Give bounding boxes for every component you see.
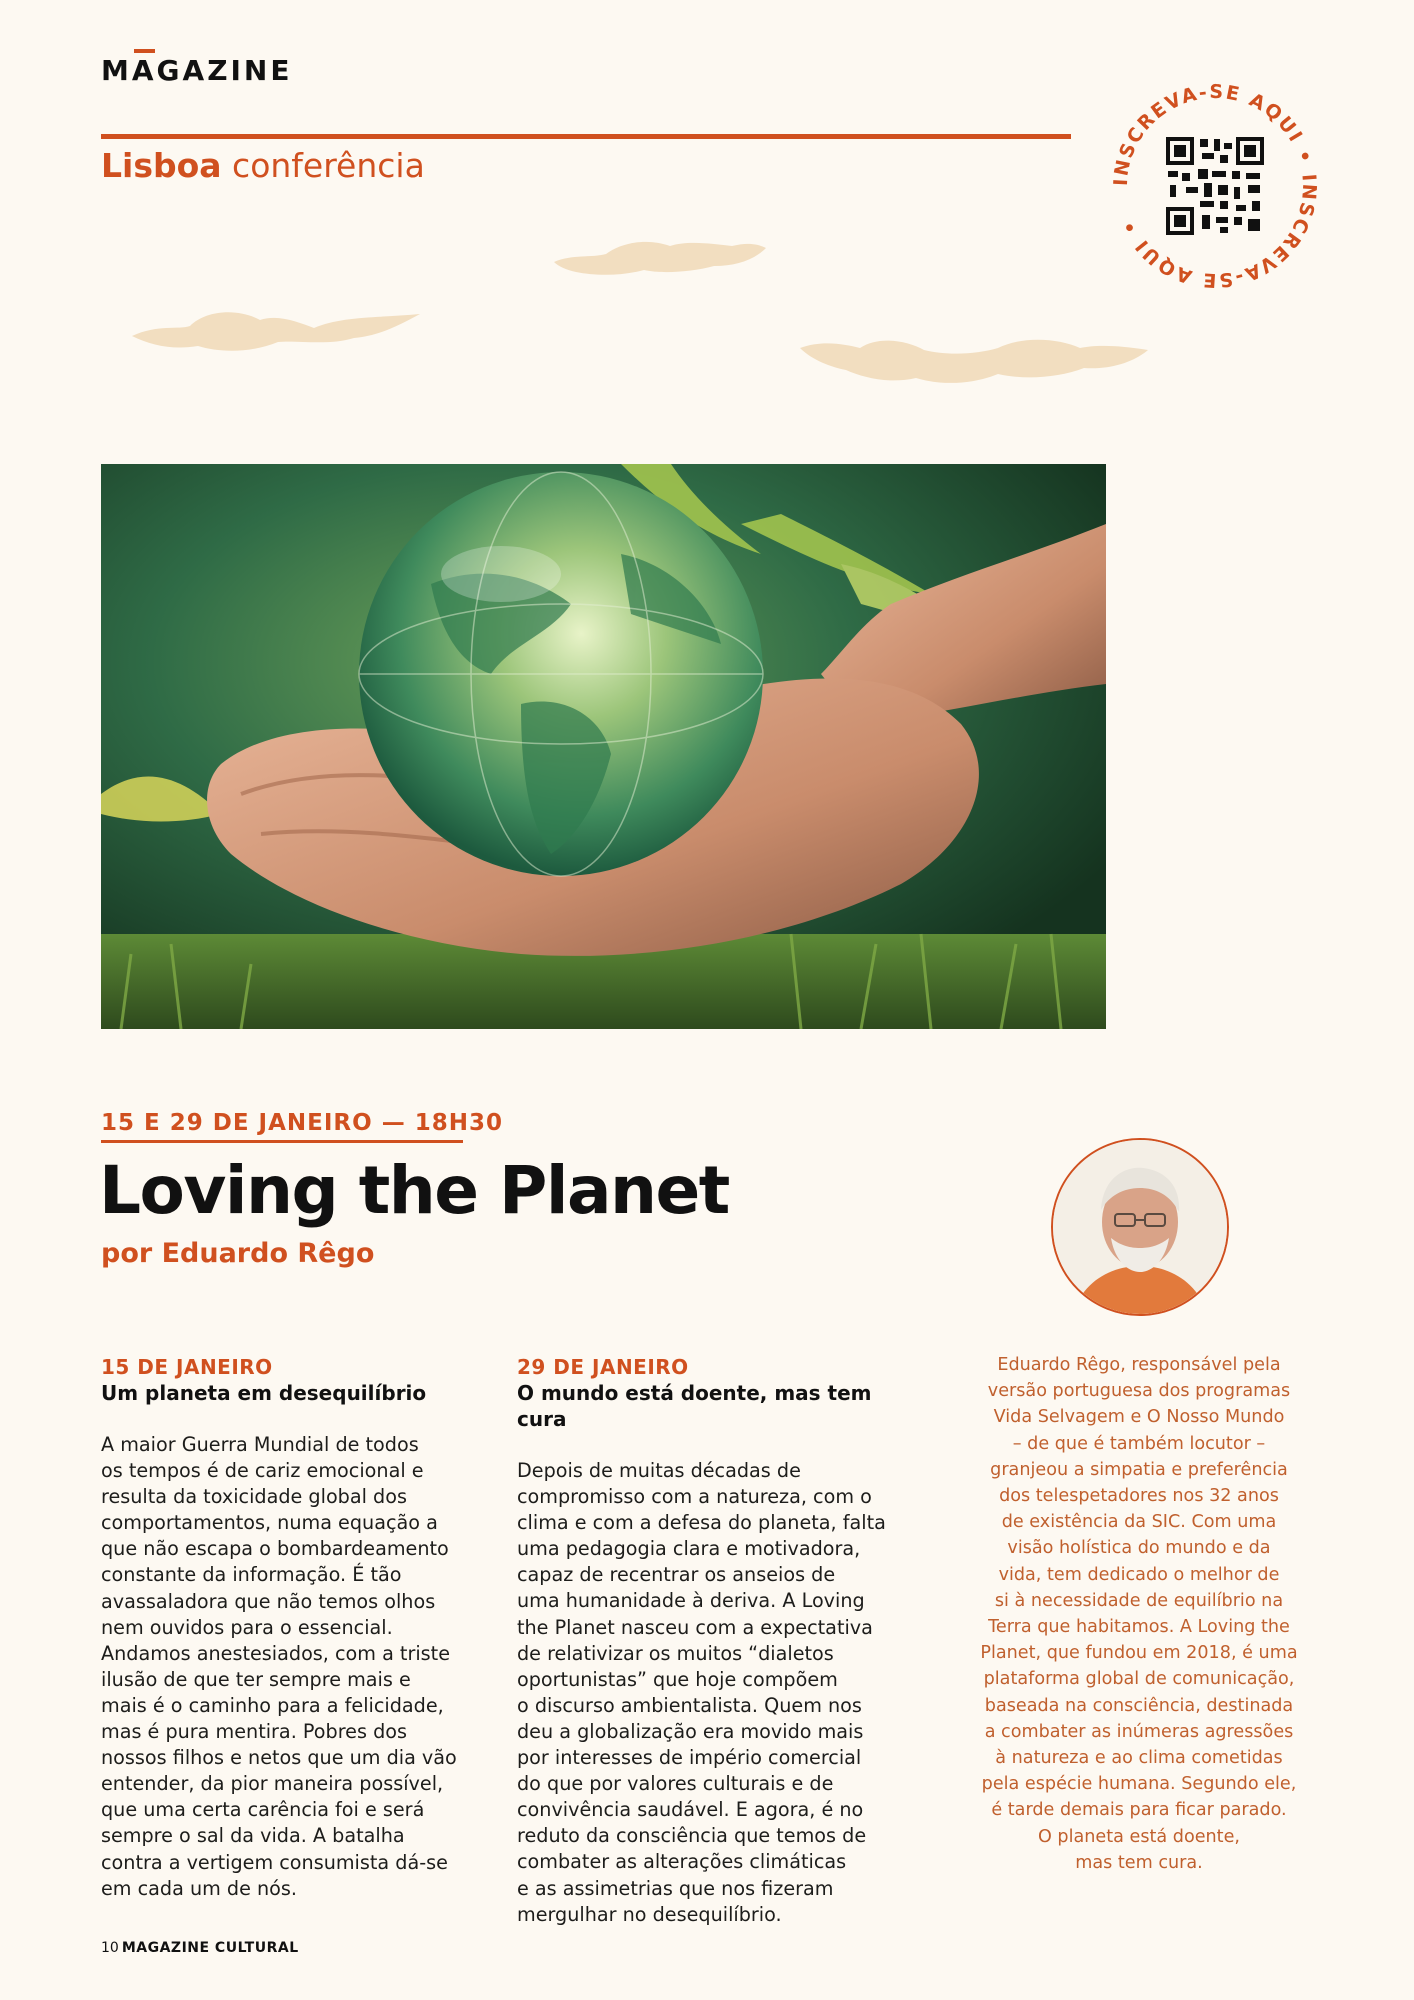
article-column-1	[101, 1354, 481, 1902]
article-title: Loving the Planet	[99, 1152, 729, 1229]
cloud-illustration	[798, 326, 1150, 392]
author-portrait	[1051, 1138, 1229, 1316]
section-city: Lisboa	[101, 146, 222, 185]
qr-code-stamp[interactable]	[1103, 74, 1327, 298]
article-byline: por Eduardo Rêgo	[101, 1238, 375, 1269]
page-footer	[101, 1940, 299, 1956]
section-category: conferência	[232, 146, 425, 185]
cloud-illustration	[552, 232, 768, 284]
stamp-ring-text: INSCREVA-SE AQUI • INSCREVA-SE AQUI •	[1109, 80, 1321, 292]
column-body: Depois de muitas décadas de compromisso com a natureza, com o clima e com a defesa do planeta, falta uma pedagogia clara e motivadora, capaz de recentrar os anseios de uma humanidade à deriva. A Loving the Planet nasceu com a expectativa de relativizar os muitos “dialetos oportunistas” que hoje compõem o discurso ambientalista. Quem nos deu a globalização era movido mais por interesses de império comercial do que por valores culturais e de convivência saudável. E agora, é no reduto da consciência que temos de combater as alterações climáticas e as assimetrias que nos fizeram mergulhar no desequilíbrio.	[517, 1459, 886, 1926]
article-column-2	[517, 1354, 917, 1928]
column-body: A maior Guerra Mundial de todos os tempos é de cariz emocional e resulta da toxicidade global dos comportamentos, numa equação a que não escapa o bombardeamento constante da informação. É tão avassaladora que não temos olhos nem ouvidos para o essencial. Andamos anestesiados, com a triste ilusão de que ter sempre mais e mais é o caminho para a felicidade, mas é pura mentira. Pobres dos nossos filhos e netos que um dia vão entender, da pior maneira possível, que uma certa carência foi e será sempre o sal da vida. A batalha contra a vertigem consumista dá-se em cada um de nós.	[101, 1433, 457, 1900]
qr-code-icon	[1164, 135, 1266, 237]
column-date: 15 DE JANEIRO	[101, 1355, 273, 1379]
column-subtitle: O mundo está doente, mas tem cura	[517, 1381, 872, 1431]
column-date: 29 DE JANEIRO	[517, 1355, 689, 1379]
event-date: 15 E 29 DE JANEIRO — 18H30	[101, 1110, 503, 1136]
publication-name: MAGAZINE CULTURAL	[121, 1940, 299, 1956]
header-rule	[101, 134, 1071, 139]
author-bio: Eduardo Rêgo, responsável pela versão portuguesa dos programas Vida Selvagem e O Nosso Mundo – de que é também locutor – granjeou a simpatia e preferência dos telespetadores nos 32 anos de existência da SIC. Com uma visão holística do mundo e da vida, tem dedicado o melhor de si à necessidade de equilíbrio na Terra que habitamos. A Loving the Planet, que fundou em 2018, é uma plataforma global de comunicação, baseada na consciência, destinada a combater as inúmeras agressões à natureza e ao clima cometidas pela espécie humana. Segundo ele, é tarde demais para ficar parado. O planeta está doente, mas tem cura.	[980, 1355, 1298, 1873]
section-title	[101, 146, 425, 185]
magazine-logo: MAGAZINE	[101, 54, 293, 87]
column-subtitle: Um planeta em desequilíbrio	[101, 1381, 427, 1405]
cloud-illustration	[128, 296, 428, 358]
date-underline	[101, 1140, 463, 1143]
page-number: 10	[101, 1940, 119, 1956]
hero-photo-globe-in-hands	[101, 464, 1106, 1029]
